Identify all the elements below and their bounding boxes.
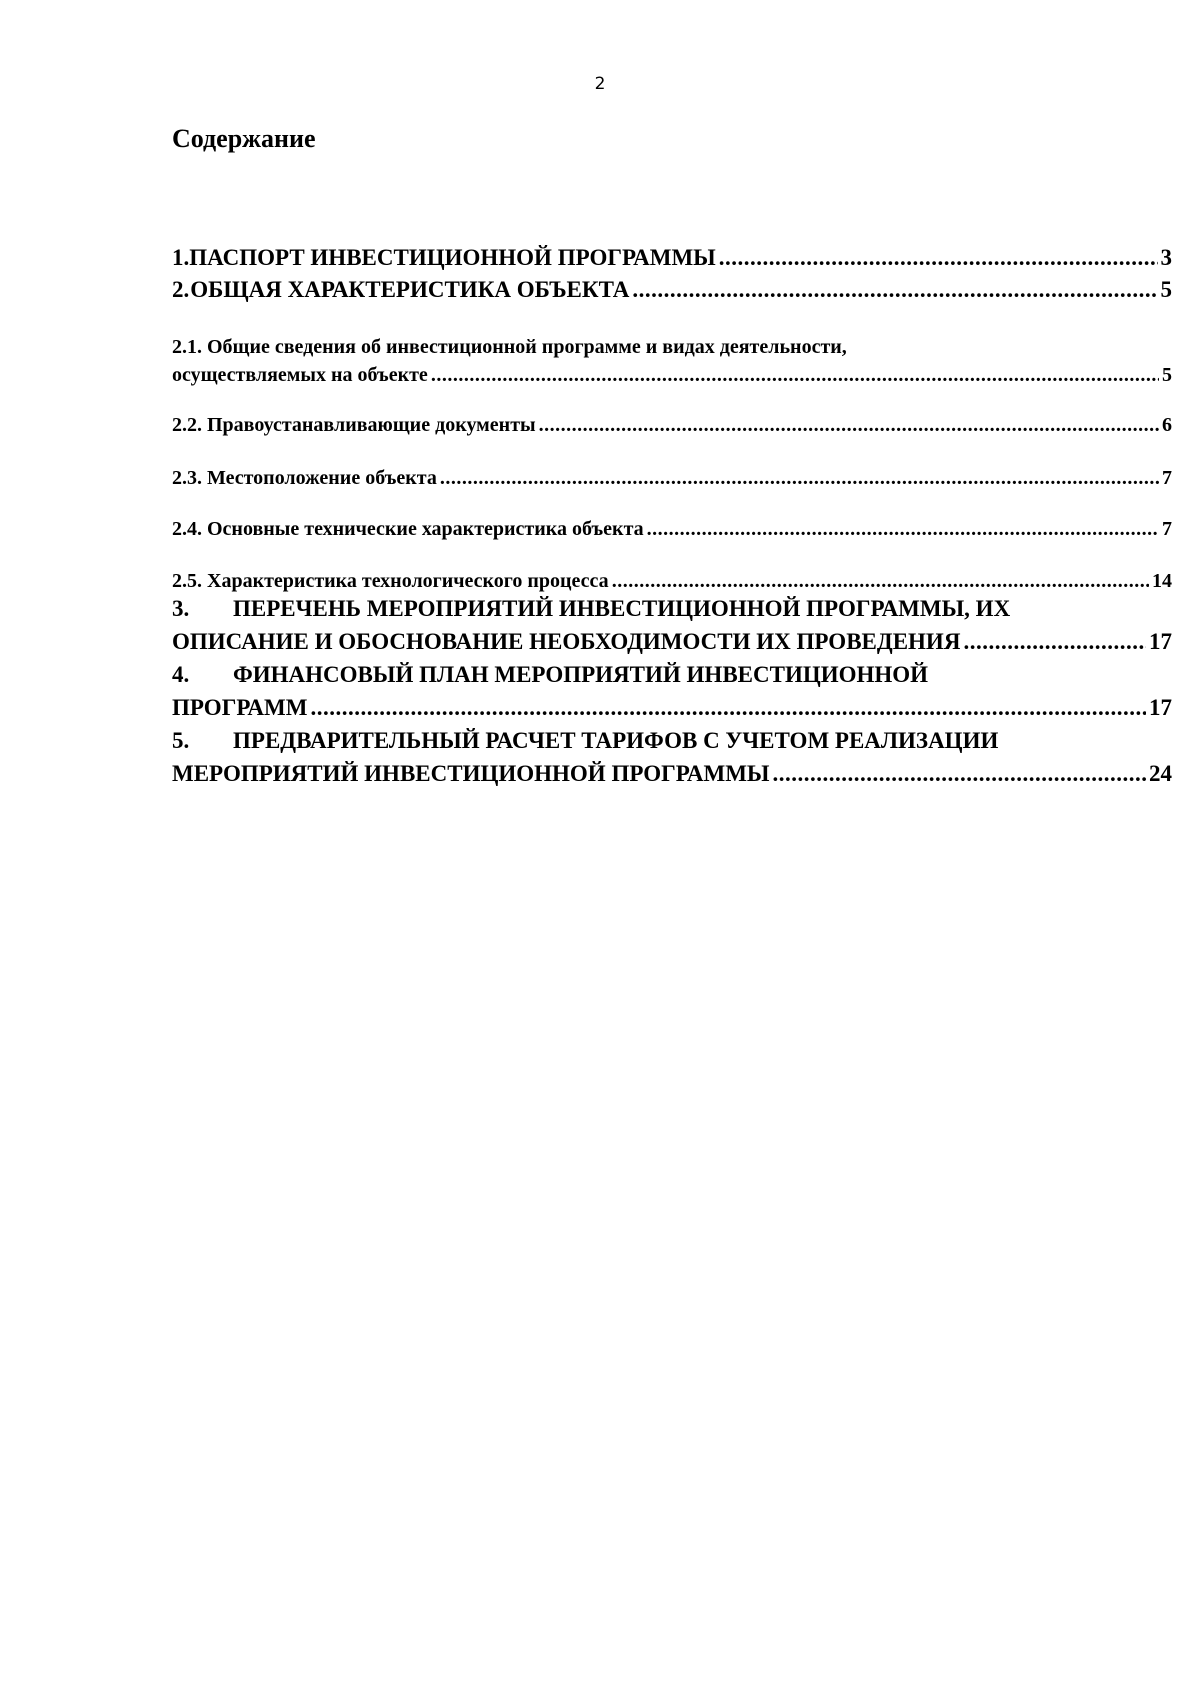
toc-entry-text: МЕРОПРИЯТИЙ ИНВЕСТИЦИОННОЙ ПРОГРАММЫ: [172, 761, 770, 786]
toc-entry-number: 4.: [172, 662, 190, 687]
dot-leader: [612, 570, 1149, 593]
toc-entry-2-1-line1[interactable]: [172, 336, 1172, 359]
toc-entry-text: ПЕРЕЧЕНЬ МЕРОПРИЯТИЙ ИНВЕСТИЦИОННОЙ ПРОГРАММЫ, ИХ: [233, 596, 1011, 621]
toc-entry-text: 2.2. Правоустанавливающие документы: [172, 414, 536, 436]
dot-leader: [431, 364, 1159, 387]
toc-entry-page: 5: [1162, 364, 1172, 386]
toc-entry-text: ОБЩАЯ ХАРАКТЕРИСТИКА ОБЪЕКТА: [190, 277, 630, 302]
toc-entry-text: 2.5. Характеристика технологического процесса: [172, 570, 609, 592]
dot-leader: [963, 629, 1146, 655]
toc-entry-page: 6: [1162, 414, 1172, 436]
toc-entry-3-line1[interactable]: [172, 596, 1172, 622]
toc-entry-2-1-line2[interactable]: [172, 364, 1172, 387]
toc-entry-1[interactable]: [172, 245, 1172, 271]
toc-entry-text: осуществляемых на объекте: [172, 364, 428, 386]
dot-leader: [773, 761, 1147, 787]
dot-leader: [719, 245, 1158, 271]
toc-entry-text: ОПИСАНИЕ И ОБОСНОВАНИЕ НЕОБХОДИМОСТИ ИХ ПРОВЕДЕНИЯ: [172, 629, 961, 654]
toc-entry-text: ПРЕДВАРИТЕЛЬНЫЙ РАСЧЕТ ТАРИФОВ С УЧЕТОМ РЕАЛИЗАЦИИ: [233, 728, 999, 753]
toc-title: Содержание: [172, 124, 316, 153]
toc-entry-2-3[interactable]: [172, 467, 1172, 490]
dot-leader: [440, 467, 1159, 490]
toc-entry-page: 7: [1162, 467, 1172, 489]
toc-entry-5-line1[interactable]: [172, 728, 1172, 754]
dot-leader: [310, 695, 1146, 721]
toc-entry-text: ПАСПОРТ ИНВЕСТИЦИОННОЙ ПРОГРАММЫ: [189, 245, 716, 270]
toc-entry-number: 2.: [172, 277, 190, 302]
toc-entry-number: 5.: [172, 728, 190, 753]
toc-entry-2-5[interactable]: [172, 570, 1172, 593]
toc-entry-2-2[interactable]: [172, 414, 1172, 437]
toc-entry-page: 5: [1160, 277, 1172, 302]
toc-entry-page: 17: [1149, 629, 1172, 654]
page-number: 2: [594, 74, 606, 94]
toc-entry-5-line2[interactable]: [172, 761, 1172, 787]
toc-entry-text: ФИНАНСОВЫЙ ПЛАН МЕРОПРИЯТИЙ ИНВЕСТИЦИОННОЙ: [233, 662, 929, 687]
toc-entry-text: 2.4. Основные технические характеристика объекта: [172, 518, 644, 540]
toc-entry-page: 3: [1160, 245, 1172, 270]
toc-entry-4-line2[interactable]: [172, 695, 1172, 721]
toc-entry-3-line2[interactable]: [172, 629, 1172, 655]
toc-entry-page: 17: [1149, 695, 1172, 720]
dot-leader: [647, 518, 1159, 541]
toc-entry-4-line1[interactable]: [172, 662, 1172, 688]
toc-entry-number: 1.: [172, 245, 190, 270]
toc-entry-2-4[interactable]: [172, 518, 1172, 541]
toc-entry-page: 14: [1152, 570, 1172, 592]
dot-leader: [632, 277, 1157, 303]
toc-entry-text: 2.1. Общие сведения об инвестиционной программе и видах деятельности,: [172, 336, 847, 358]
toc-entry-text: 2.3. Местоположение объекта: [172, 467, 437, 489]
toc-entry-text: ПРОГРАММ: [172, 695, 308, 720]
toc-entry-page: 24: [1149, 761, 1172, 786]
toc-entry-number: 3.: [172, 596, 190, 621]
toc-entry-2[interactable]: [172, 277, 1172, 303]
dot-leader: [539, 414, 1159, 437]
toc-entry-page: 7: [1162, 518, 1172, 540]
